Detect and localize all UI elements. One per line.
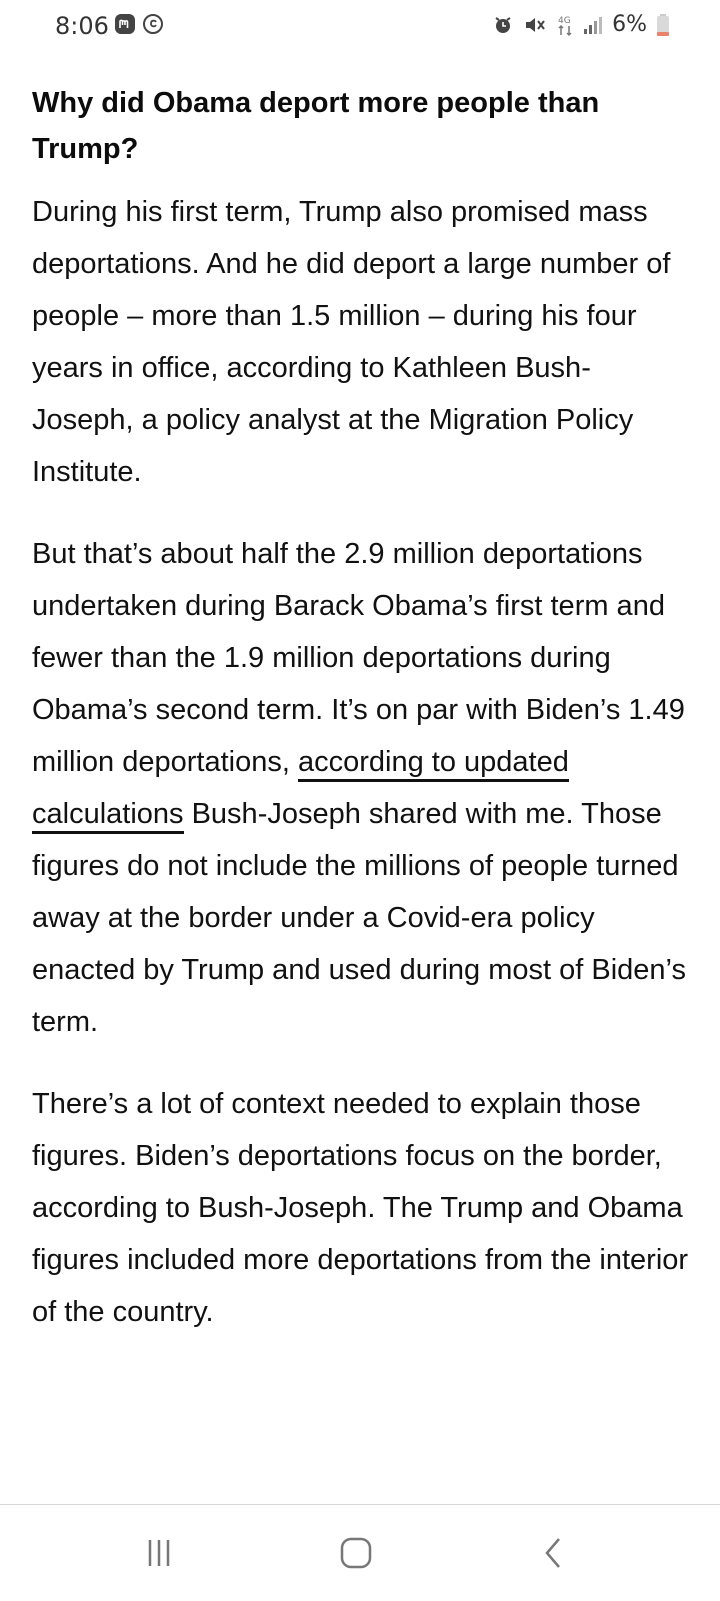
article-body — [32, 80, 692, 1338]
recent-apps-icon — [142, 1536, 176, 1570]
section-heading: Why did Obama deport more people than Trump? — [32, 87, 600, 165]
data-icon — [556, 13, 574, 37]
recent-apps-button[interactable] — [135, 1529, 183, 1577]
paragraph-2-text-end: Bush-Joseph shared with me. Those figures do not include the millions of people turned away at the border under a Covid-era policy enacted by Trump and used during most of Biden’s term. — [32, 798, 686, 1038]
status-bar — [0, 0, 720, 54]
paragraph-2-text-start: But that’s about half the 2.9 million deportations undertaken during Barack Obama’s first term and fewer than the 1.9 million deportations during Obama’s second term. It’s on par with Biden’s 1.49 million deportations, — [32, 538, 685, 778]
updated-calculations-link[interactable]: according to updated calculations — [32, 746, 569, 834]
back-button[interactable] — [530, 1529, 578, 1577]
battery-percentage: 6% — [612, 12, 647, 37]
home-icon — [338, 1535, 374, 1571]
paragraph-2 — [32, 528, 692, 1048]
battery-icon — [656, 13, 670, 37]
status-system-icons — [492, 12, 670, 37]
mute-icon — [523, 14, 547, 36]
back-icon — [537, 1536, 571, 1570]
mastodon-icon — [114, 13, 136, 35]
svg-text:4G: 4G — [558, 15, 571, 26]
navigation-bar — [0, 1504, 720, 1601]
alarm-icon — [492, 14, 514, 36]
signal-icon — [583, 15, 603, 35]
paragraph-3: There’s a lot of context needed to explain those figures. Biden’s deportations focus on the border, according to Bush-Joseph. The Trump and Obama figures included more deportations from the interior of the country. — [32, 1088, 689, 1328]
home-button[interactable] — [332, 1529, 380, 1577]
threads-icon — [142, 13, 164, 35]
status-time: 8:06 — [55, 12, 109, 40]
status-notification-icons — [114, 13, 164, 35]
paragraph-1: During his first term, Trump also promised mass deportations. And he did deport a large number of people – more than 1.5 million – during his four years in office, according to Kathleen Bush-Joseph, a policy analyst at the Migration Policy Institute. — [32, 196, 671, 488]
